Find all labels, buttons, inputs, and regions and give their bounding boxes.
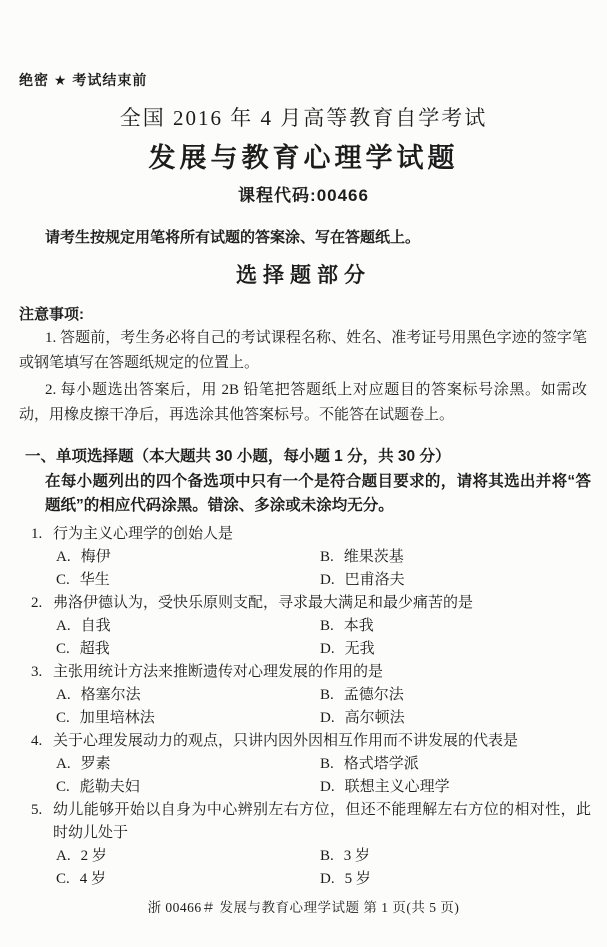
option-text: 超我 — [79, 641, 110, 657]
question-stem: 弗洛伊德认为，受快乐原则支配，寻求最大满足和最少痛苦的是 — [53, 595, 474, 611]
option-label: D. — [320, 779, 335, 795]
option-text: 无我 — [344, 641, 375, 657]
option-label: C. — [56, 779, 70, 795]
option-label: A. — [56, 549, 71, 565]
option-text: 格塞尔法 — [80, 687, 141, 703]
option-text: 巴甫洛夫 — [344, 572, 405, 588]
course-code: 课程代码:00466 — [238, 186, 369, 205]
question-body — [53, 592, 591, 661]
note-item-1: 1. 答题前，考生务必将自己的考试课程名称、姓名、准考证号用黑色字迹的签字笔或钢笔填写在答题纸规定的位置上。 — [19, 330, 587, 371]
option-label: D. — [320, 871, 335, 887]
option-c — [56, 868, 320, 891]
question-stem: 主张用统计方法来推断遗传对心理发展的作用的是 — [53, 664, 384, 680]
option-label: C. — [56, 710, 70, 726]
question-stem: 行为主义心理学的创始人是 — [53, 526, 234, 542]
option-text: 梅伊 — [80, 549, 111, 565]
question-body — [53, 799, 591, 891]
classification-label: 绝密 ★ 考试结束前 — [19, 72, 148, 88]
option-text: 自我 — [80, 618, 111, 634]
option-d — [320, 776, 591, 799]
question-number: 4. — [31, 733, 43, 749]
option-label: B. — [320, 756, 334, 772]
option-text: 罗素 — [80, 756, 111, 772]
option-d — [320, 569, 591, 592]
option-c — [56, 707, 320, 730]
option-b — [320, 615, 591, 638]
question-1 — [0, 523, 607, 592]
question-number: 5. — [31, 802, 43, 818]
question-2 — [0, 592, 607, 661]
option-label: A. — [56, 687, 71, 703]
option-d — [320, 868, 591, 891]
option-text: 5 岁 — [344, 871, 371, 887]
option-text: 华生 — [79, 572, 110, 588]
option-c — [56, 569, 320, 592]
question-3 — [0, 661, 607, 730]
option-label: D. — [320, 641, 335, 657]
part1-heading: 一、单项选择题（本大题共 30 小题，每小题 1 分，共 30 分） — [25, 448, 451, 465]
option-label: A. — [56, 756, 71, 772]
option-text: 彪勒夫妇 — [79, 779, 140, 795]
option-grid — [53, 845, 591, 891]
option-d — [320, 638, 591, 661]
option-d — [320, 707, 591, 730]
section-title: 选择题部分 — [236, 264, 371, 287]
question-5 — [0, 799, 607, 891]
option-c — [56, 638, 320, 661]
option-a — [56, 845, 320, 868]
answer-sheet-notice: 请考生按规定用笔将所有试题的答案涂、写在答题纸上。 — [45, 229, 421, 246]
option-text: 3 岁 — [343, 848, 371, 864]
option-b — [320, 753, 591, 776]
option-text: 本我 — [343, 618, 374, 634]
question-list — [0, 523, 607, 891]
subject-title: 发展与教育心理学试题 — [148, 143, 459, 173]
option-grid — [53, 546, 591, 592]
option-a — [56, 546, 320, 569]
option-grid — [53, 615, 591, 661]
option-label: C. — [56, 871, 70, 887]
option-b — [320, 845, 591, 868]
option-grid — [53, 753, 591, 799]
question-number: 1. — [31, 526, 43, 542]
note-item-2: 2. 每小题选出答案后，用 2B 铅笔把答题纸上对应题目的答案标号涂黑。如需改动，用橡皮擦干净后，再选涂其他答案标号。不能答在试题卷上。 — [19, 382, 587, 423]
option-label: C. — [56, 641, 70, 657]
option-text: 格式塔学派 — [343, 756, 419, 772]
question-4 — [0, 730, 607, 799]
option-label: A. — [56, 618, 71, 634]
option-label: D. — [320, 710, 335, 726]
option-a — [56, 753, 320, 776]
exam-session-title: 全国 2016 年 4 月高等教育自学考试 — [119, 106, 488, 130]
question-body — [53, 661, 591, 730]
option-c — [56, 776, 320, 799]
option-label: D. — [320, 572, 335, 588]
question-stem: 关于心理发展动力的观点，只讲内因外因相互作用而不讲发展的代表是 — [53, 733, 519, 749]
option-text: 4 岁 — [79, 871, 107, 887]
option-text: 孟德尔法 — [343, 687, 404, 703]
page-footer: 浙 00466＃ 发展与教育心理学试题 第 1 页(共 5 页) — [147, 900, 460, 915]
option-label: B. — [320, 618, 334, 634]
option-grid — [53, 684, 591, 730]
option-label: B. — [320, 549, 334, 565]
option-b — [320, 684, 591, 707]
question-body — [53, 523, 591, 592]
notes-heading: 注意事项: — [19, 306, 84, 323]
option-label: C. — [56, 572, 70, 588]
option-a — [56, 684, 320, 707]
option-label: B. — [320, 687, 334, 703]
option-text: 加里培林法 — [79, 710, 155, 726]
option-a — [56, 615, 320, 638]
question-stem: 幼儿能够开始以自身为中心辨别左右方位，但还不能理解左右方位的相对性，此时幼儿处于 — [53, 802, 591, 841]
option-text: 高尔顿法 — [344, 710, 405, 726]
question-body — [53, 730, 591, 799]
option-text: 2 岁 — [80, 848, 107, 864]
question-number: 3. — [31, 664, 43, 680]
question-number: 2. — [31, 595, 43, 611]
option-text: 联想主义心理学 — [344, 779, 450, 795]
option-text: 维果茨基 — [343, 549, 404, 565]
option-label: B. — [320, 848, 334, 864]
option-b — [320, 546, 591, 569]
option-label: A. — [56, 848, 71, 864]
part1-instructions: 在每小题列出的四个备选项中只有一个是符合题目要求的，请将其选出并将“答题纸”的相应代码涂黑。错涂、多涂或未涂均无分。 — [45, 473, 591, 514]
